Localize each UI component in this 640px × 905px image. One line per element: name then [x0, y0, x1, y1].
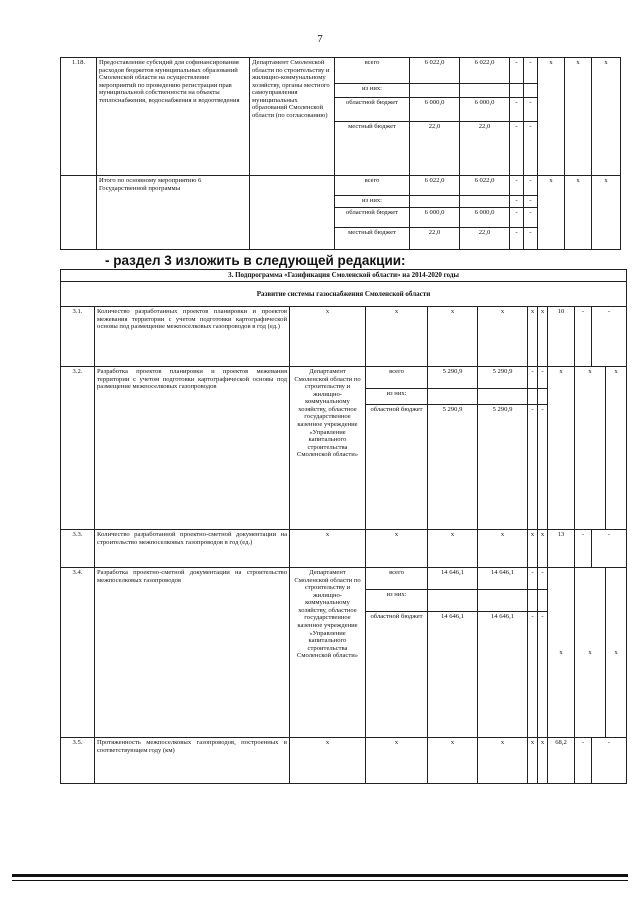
amount-year [478, 389, 528, 405]
dash-cell: - [524, 98, 538, 122]
amount-total: 14 646,1 [428, 568, 478, 590]
dash-cell: - [528, 367, 538, 389]
x-cell: х [606, 367, 627, 530]
funding-source: областной бюджет [335, 98, 410, 122]
amount-total: 6 022,0 [410, 176, 460, 196]
funding-source: всего [366, 568, 428, 590]
x-cell: х [366, 530, 428, 568]
x-cell: х [538, 58, 565, 176]
top-table [60, 57, 621, 250]
x-cell: х [290, 530, 366, 568]
x-cell: х [366, 307, 428, 367]
x-cell: х [592, 176, 621, 250]
amount-year: 14 646,1 [478, 568, 528, 590]
dash-cell: - [524, 176, 538, 196]
funding-source: местный бюджет [335, 228, 410, 250]
funding-source: всего [335, 58, 410, 84]
x-cell: х [575, 367, 606, 530]
row-number: 1.18. [61, 58, 97, 176]
row-number: 3.2. [61, 367, 95, 530]
amount-year: 22,0 [460, 228, 510, 250]
amount-total [428, 389, 478, 405]
amount-year: 6 000,0 [460, 208, 510, 228]
dash-cell: - [524, 208, 538, 228]
funding-source: из них: [335, 84, 410, 98]
amount-year: 5 290,9 [478, 405, 528, 530]
x-cell: х [538, 738, 548, 784]
x-cell: х [538, 176, 565, 250]
x-cell: х [290, 307, 366, 367]
indicator-value: 68,2 [548, 738, 575, 784]
x-cell: х [538, 307, 548, 367]
row-number: 3.1. [61, 307, 95, 367]
x-cell: х [366, 738, 428, 784]
dash-cell [538, 590, 548, 612]
x-cell: х [528, 307, 538, 367]
amount-year [460, 84, 510, 98]
x-cell: х [478, 530, 528, 568]
funding-source: областной бюджет [366, 405, 428, 530]
dash-cell: - [575, 738, 592, 784]
dash-cell: - [510, 58, 524, 84]
dash-cell: - [575, 307, 592, 367]
dash-cell: - [510, 176, 524, 196]
funding-source: из них: [366, 389, 428, 405]
amount-year: 5 290,9 [478, 367, 528, 389]
x-cell: х [290, 738, 366, 784]
section-subtitle: Развитие системы газоснабжения Смоленской области [61, 282, 627, 307]
measure-name: Предоставление субсидий для софинансирования расходов бюджетов муниципальных образований Смоленской области на осуществление мероприятий по проведению регистрации прав муниципальной собственности на объекты теплоснабжения, водоснабжения и водоотведения [97, 58, 250, 176]
funding-source: всего [366, 367, 428, 389]
amount-total: 22,0 [410, 122, 460, 176]
section-table [60, 269, 627, 784]
bottom-divider-thin [12, 880, 628, 881]
funding-source: местный бюджет [335, 122, 410, 176]
dash-cell: - [528, 568, 538, 590]
amount-total: 22,0 [410, 228, 460, 250]
amount-year: 22,0 [460, 122, 510, 176]
page-number: 7 [317, 33, 323, 45]
x-cell: х [538, 530, 548, 568]
dash-cell: - [524, 228, 538, 250]
x-cell: х [548, 568, 575, 738]
x-cell: х [592, 58, 621, 176]
dash-cell: - [524, 58, 538, 84]
amount-year: 6 000,0 [460, 98, 510, 122]
amount-total: 14 646,1 [428, 612, 478, 738]
dash-cell [510, 84, 524, 98]
x-cell: х [478, 307, 528, 367]
row-number: 3.5. [61, 738, 95, 784]
x-cell: х [528, 530, 538, 568]
amount-total: 6 022,0 [410, 58, 460, 84]
funding-source: областной бюджет [335, 208, 410, 228]
dash-cell: - [510, 122, 524, 176]
dash-cell: - [524, 196, 538, 208]
amount-year: 6 022,0 [460, 58, 510, 84]
funding-source: из них: [335, 196, 410, 208]
amount-year: 6 022,0 [460, 176, 510, 196]
dash-cell: - [524, 122, 538, 176]
dash-cell [538, 389, 548, 405]
dash-cell: - [538, 405, 548, 530]
amount-year: 14 646,1 [478, 612, 528, 738]
indicator-name: Количество разработанной проектно-сметной документации на строительство межпоселковых газопроводов в год (ед.) [95, 530, 290, 568]
indicator-value: 10 [548, 307, 575, 367]
funding-source: всего [335, 176, 410, 196]
amount-total: 6 000,0 [410, 208, 460, 228]
dash-cell [528, 389, 538, 405]
dash-cell [528, 590, 538, 612]
executor: Департамент Смоленской области по строительству и жилищно-коммунальному хозяйству, органы местного самоуправления муниципальных образований Смоленской области (по согласованию) [250, 58, 335, 176]
indicator-value: 13 [548, 530, 575, 568]
dash-cell: - [528, 612, 538, 738]
x-cell: х [428, 530, 478, 568]
row-number [61, 176, 97, 250]
dash-cell: - [538, 612, 548, 738]
row-number: 3.3. [61, 530, 95, 568]
indicator-name: Количество разработанных проектов планировки и проектов межевания территории с учетом подготовки картографической основы под размещение межпоселковых газопроводов в год (ед.) [95, 307, 290, 367]
dash-cell: - [592, 307, 627, 367]
section-heading: - раздел 3 изложить в следующей редакции: [105, 253, 406, 268]
x-cell: х [428, 307, 478, 367]
x-cell: х [565, 176, 592, 250]
dash-cell: - [510, 208, 524, 228]
amount-total: 5 290,9 [428, 367, 478, 389]
executor: Департамент Смоленской области по строительству и жилищно-коммунальному хозяйству, областное государственное казенное учреждение «Управление капитального строительства Смоленской области» [290, 367, 366, 530]
amount-total [410, 84, 460, 98]
dash-cell: - [575, 530, 592, 568]
amount-year [478, 590, 528, 612]
amount-year [460, 196, 510, 208]
subprogram-title: 3. Подпрограмма «Газификация Смоленской области» на 2014-2020 годы [61, 270, 627, 282]
amount-total [428, 590, 478, 612]
dash-cell: - [592, 738, 627, 784]
x-cell: х [428, 738, 478, 784]
dash-cell: - [510, 98, 524, 122]
dash-cell: - [510, 228, 524, 250]
dash-cell: - [510, 196, 524, 208]
dash-cell [524, 84, 538, 98]
amount-total: 6 000,0 [410, 98, 460, 122]
indicator-name: Протяженность межпоселковых газопроводов, построенных в соответствующем году (км) [95, 738, 290, 784]
x-cell: х [565, 58, 592, 176]
total-name: Итого по основному мероприятию 6 Государственной программы [97, 176, 250, 250]
amount-total [410, 196, 460, 208]
funding-source: из них: [366, 590, 428, 612]
dash-cell: - [538, 568, 548, 590]
dash-cell: - [592, 530, 627, 568]
row-number: 3.4. [61, 568, 95, 738]
x-cell: х [528, 738, 538, 784]
dash-cell: - [538, 367, 548, 389]
executor: Департамент Смоленской области по строительству и жилищно-коммунальному хозяйству, областное государственное казенное учреждение «Управление капитального строительства Смоленской области» [290, 568, 366, 738]
bottom-divider [12, 874, 628, 877]
x-cell: х [478, 738, 528, 784]
funding-source: областной бюджет [366, 612, 428, 738]
x-cell: х [575, 568, 606, 738]
measure-name: Разработка проектно-сметной документации на строительство межпоселковых газопроводов [95, 568, 290, 738]
dash-cell: - [528, 405, 538, 530]
x-cell: х [548, 367, 575, 530]
measure-name: Разработка проектов планировки и проектов межевания территории с учетом подготовки картографической основы под размещение межпоселковых газопроводов [95, 367, 290, 530]
amount-total: 5 290,9 [428, 405, 478, 530]
x-cell: х [606, 568, 627, 738]
executor [250, 176, 335, 250]
